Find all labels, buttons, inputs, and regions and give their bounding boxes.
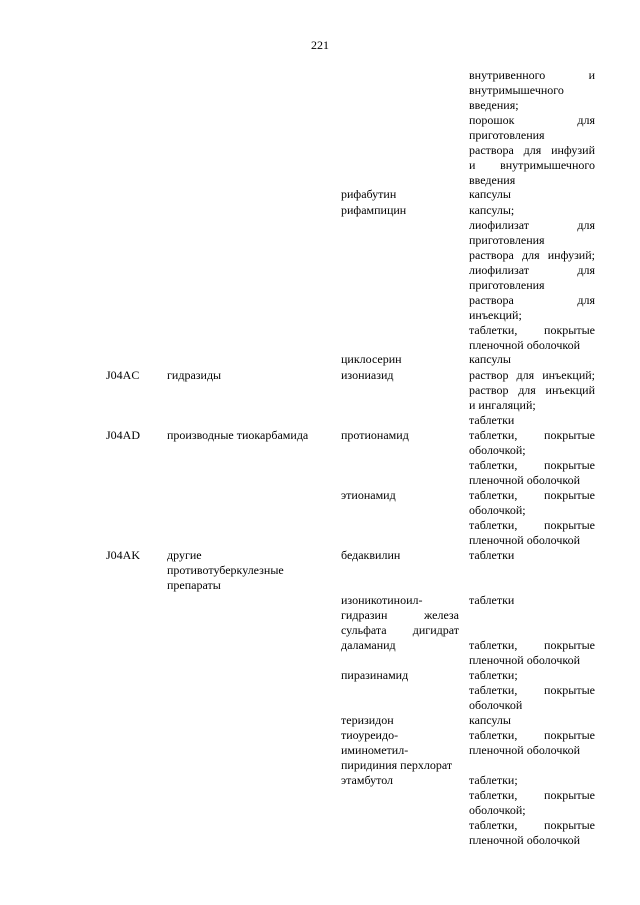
form-line: внутримышечного bbox=[469, 83, 564, 97]
form-line: оболочкой bbox=[469, 698, 523, 712]
form-line: раствор для инъекций; bbox=[469, 368, 595, 382]
group-name: препараты bbox=[167, 578, 221, 592]
form-line: таблетки; bbox=[469, 668, 518, 682]
form-line: введения; bbox=[469, 98, 519, 112]
form-line: таблетки, покрытые bbox=[469, 458, 595, 472]
page-number: 221 bbox=[311, 38, 329, 52]
form-line: раствора для инфузий bbox=[469, 143, 595, 157]
form-line: раствора для bbox=[469, 293, 595, 307]
group-name: другие bbox=[167, 548, 202, 562]
group-name: противотуберкулезные bbox=[167, 563, 284, 577]
form-line: приготовления bbox=[469, 128, 545, 142]
form-line: таблетки bbox=[469, 413, 515, 427]
form-line: пленочной оболочкой bbox=[469, 743, 581, 757]
drug-name: тиоуреидо- bbox=[341, 728, 399, 742]
drug-name: этионамид bbox=[341, 488, 396, 502]
form-line: лиофилизат для bbox=[469, 218, 595, 232]
form-line: пленочной оболочкой bbox=[469, 833, 581, 847]
form-line: таблетки, покрытые bbox=[469, 428, 595, 442]
form-line: таблетки bbox=[469, 548, 515, 562]
form-line: таблетки bbox=[469, 593, 515, 607]
drug-name: рифабутин bbox=[341, 187, 397, 201]
drug-name: пиразинамид bbox=[341, 668, 409, 682]
drug-name: рифампицин bbox=[341, 203, 407, 217]
form-line: пленочной оболочкой bbox=[469, 338, 581, 352]
form-line: таблетки, покрытые bbox=[469, 683, 595, 697]
form-line: и внутримышечного bbox=[469, 158, 595, 172]
form-line: пленочной оболочкой bbox=[469, 653, 581, 667]
form-line: капсулы; bbox=[469, 203, 515, 217]
atc-code: J04AD bbox=[106, 428, 141, 442]
form-line: таблетки, покрытые bbox=[469, 518, 595, 532]
form-line: приготовления bbox=[469, 278, 545, 292]
drug-name: сульфата дигидрат bbox=[341, 623, 459, 637]
drug-name: протионамид bbox=[341, 428, 409, 442]
drug-name: пиридиния перхлорат bbox=[341, 758, 453, 772]
form-line: внутривенного и bbox=[469, 68, 595, 82]
form-line: капсулы bbox=[469, 187, 511, 201]
drug-name: циклосерин bbox=[341, 352, 402, 366]
group-name: гидразиды bbox=[167, 368, 222, 382]
form-line: оболочкой; bbox=[469, 503, 526, 517]
atc-code: J04AK bbox=[106, 548, 141, 562]
drug-name: изониазид bbox=[341, 368, 394, 382]
form-line: таблетки, покрытые bbox=[469, 818, 595, 832]
form-line: и ингаляций; bbox=[469, 398, 536, 412]
form-line: введения bbox=[469, 173, 516, 187]
form-line: таблетки; bbox=[469, 773, 518, 787]
form-line: капсулы bbox=[469, 352, 511, 366]
form-line: пленочной оболочкой bbox=[469, 533, 581, 547]
form-line: раствор для инъекций bbox=[469, 383, 595, 397]
form-line: раствора для инфузий; bbox=[469, 248, 595, 262]
drug-name: гидразин железа bbox=[341, 608, 459, 622]
form-line: инъекций; bbox=[469, 308, 522, 322]
form-line: оболочкой; bbox=[469, 443, 526, 457]
drug-name: иминометил- bbox=[341, 743, 409, 757]
form-line: оболочкой; bbox=[469, 803, 526, 817]
form-line: приготовления bbox=[469, 233, 545, 247]
drug-name: даламанид bbox=[341, 638, 396, 652]
form-line: капсулы bbox=[469, 713, 511, 727]
drug-name: изоникотиноил- bbox=[341, 593, 423, 607]
drug-name: бедаквилин bbox=[341, 548, 401, 562]
form-line: таблетки, покрытые bbox=[469, 728, 595, 742]
form-line: пленочной оболочкой bbox=[469, 473, 581, 487]
form-line: таблетки, покрытые bbox=[469, 788, 595, 802]
form-line: таблетки, покрытые bbox=[469, 638, 595, 652]
form-line: лиофилизат для bbox=[469, 263, 595, 277]
drug-name: теризидон bbox=[341, 713, 394, 727]
atc-code: J04AC bbox=[106, 368, 140, 382]
form-line: порошок для bbox=[469, 113, 595, 127]
drug-name: этамбутол bbox=[341, 773, 394, 787]
form-line: таблетки, покрытые bbox=[469, 488, 595, 502]
form-line: таблетки, покрытые bbox=[469, 323, 595, 337]
group-name: производные тиокарбамида bbox=[167, 428, 309, 442]
